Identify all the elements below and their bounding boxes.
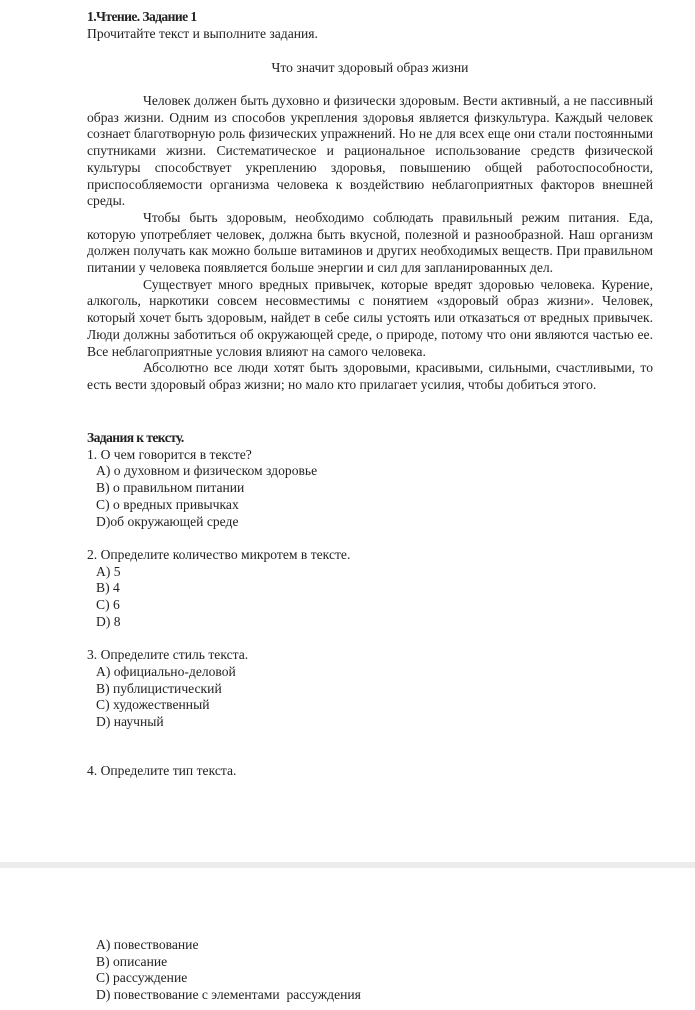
option: А) о духовном и физическом здоровье — [96, 463, 318, 479]
option: В) описание — [96, 953, 168, 969]
question-text: 4. Определите тип текста. — [87, 763, 237, 778]
option: А) повествование — [96, 937, 199, 952]
question-4 — [87, 763, 653, 780]
tasks-section — [87, 430, 653, 731]
option: А) 5 — [96, 563, 121, 579]
page-break — [0, 862, 695, 868]
option: В) о правильном питании — [96, 480, 245, 496]
paragraph: Человек должен быть духовно и физически здоровым. Вести активный, а не пассивный образ жизни. Одним из способов укрепления здоровья является физкультура. Каждый человек сознает благотворную роль физических упражнений. Но не для всех еще они стали постоянными спутниками жизни. Систематическое и рациональное использование средств физической культуры способствует укреплению здоровья, повышению общей работоспособности, приспособляемости организма человека к воздействию неблагоприятных факторов внешней среды. — [87, 93, 653, 209]
question-text: 3. Определите стиль текста. — [87, 647, 249, 663]
option: D)об окружающей среде — [96, 513, 239, 529]
option: D) научный — [96, 713, 164, 729]
option: В) 4 — [96, 580, 120, 596]
question-text: 2. Определите количество микротем в тексте. — [87, 546, 351, 562]
option: С) художественный — [96, 697, 210, 713]
option: В) публицистический — [96, 680, 222, 696]
option: D) повествование с элементами рассуждения — [96, 987, 361, 1003]
paragraph: Чтобы быть здоровым, необходимо соблюдать правильный режим питания. Еда, которую употребляет человек, должна быть вкусной, полезной и разнообразной. Наш организм должен получать как можно больше витаминов и других необходимых веществ. При правильном питании у человека появляется больше энергии и сил для запланированных дел. — [87, 209, 653, 276]
reading-text — [87, 93, 653, 394]
paragraph: Абсолютно все люди хотят быть здоровыми, красивыми, сильными, счастливыми, то есть вести здоровый образ жизни; но мало кто прилагает усилия, чтобы добиться этого. — [87, 360, 653, 392]
option: С) 6 — [96, 597, 120, 613]
page-header — [87, 9, 653, 42]
option: А) официально-деловой — [96, 663, 236, 679]
tasks-heading: Задания к тексту. — [87, 430, 184, 445]
question-2 — [87, 547, 653, 631]
option: С) рассуждение — [96, 970, 188, 986]
text-title: Что значит здоровый образ жизни — [271, 60, 469, 75]
question-3 — [87, 647, 653, 731]
question-1 — [87, 447, 653, 531]
question-text: 1. О чем говорится в тексте? — [87, 446, 252, 462]
question-4-options — [87, 937, 653, 1004]
option: С) о вредных привычках — [96, 496, 239, 512]
task-title: 1.Чтение. Задание 1 — [87, 9, 197, 24]
paragraph: Существует много вредных привычек, которые вредят здоровью человека. Курение, алкоголь, наркотики совсем несовместимы с понятием «здоровый образ жизни». Человек, который хочет быть здоровым, найдет в себе силы устоять или отказаться от вредных привычек. Люди должны заботиться об окружающей среде, о природе, потому что они являются частью ее. Все неблагоприятные условия влияют на самого человека. — [87, 276, 653, 359]
option: D) 8 — [96, 613, 121, 629]
instruction: Прочитайте текст и выполните задания. — [87, 25, 318, 41]
